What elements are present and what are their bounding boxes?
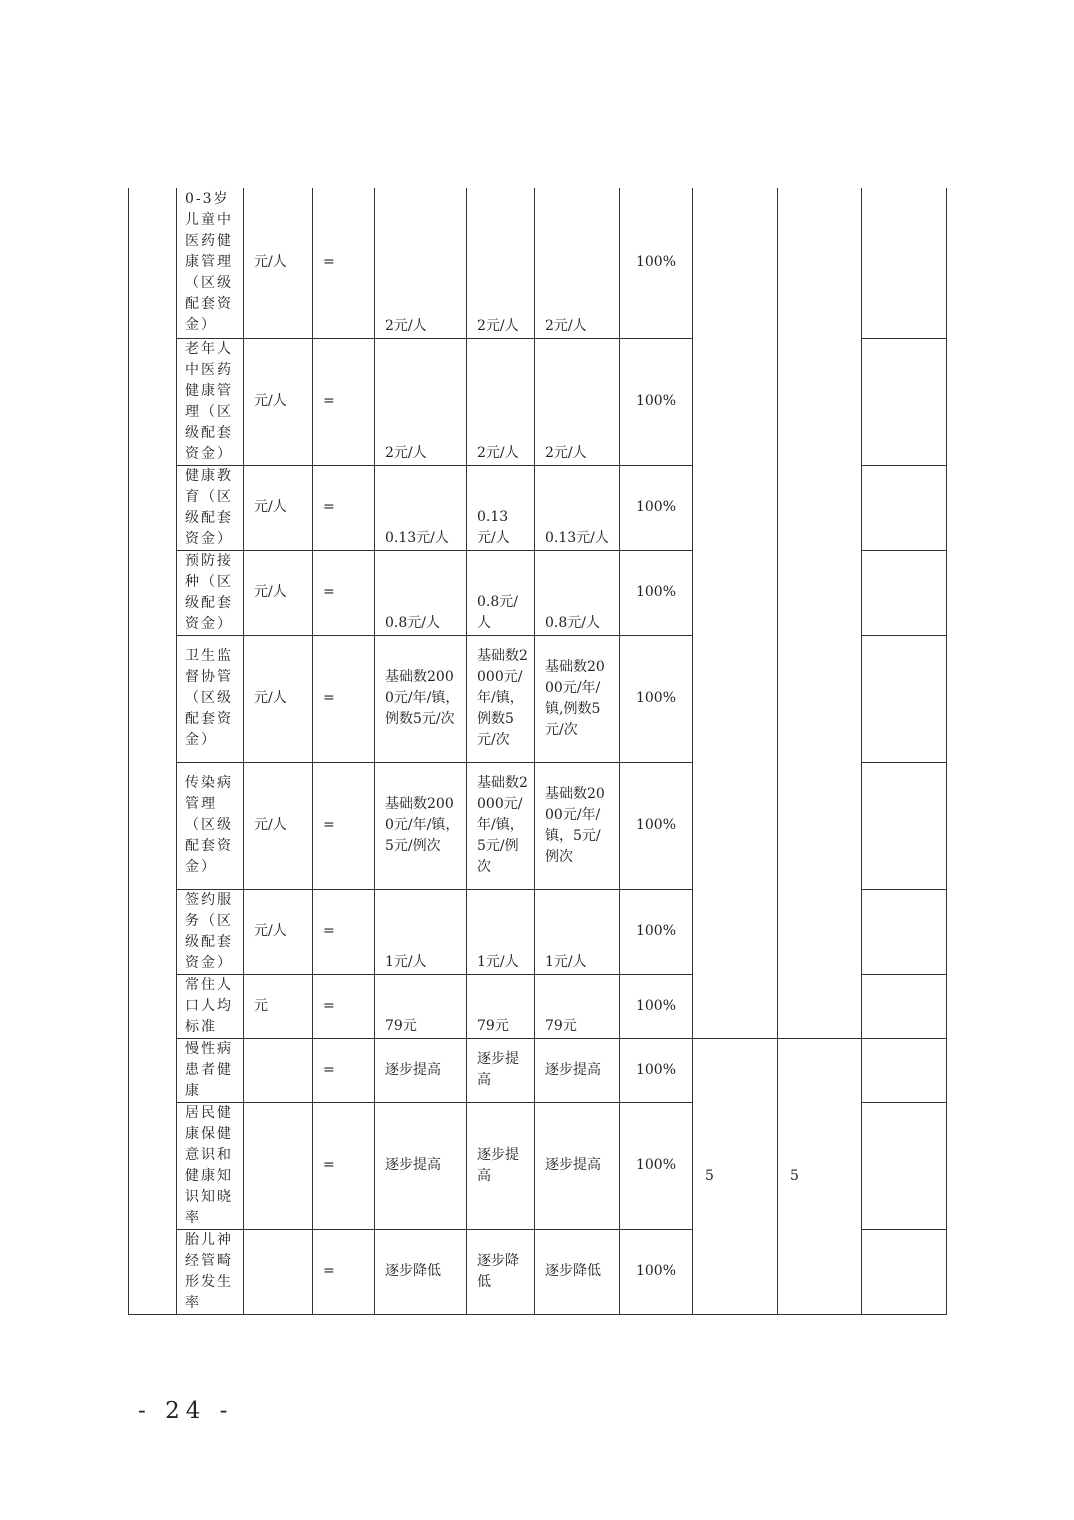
- indicator-table: [128, 188, 947, 1315]
- score-cell: [778, 188, 862, 1038]
- value-cell: 逐步降低: [467, 1229, 535, 1314]
- value-cell: 79元: [375, 974, 467, 1038]
- value-cell: 逐步提高: [375, 1038, 467, 1102]
- value-cell: 0.8元/人: [375, 550, 467, 635]
- indicator-unit: 元/人: [244, 762, 313, 889]
- indicator-operator: =: [313, 635, 375, 762]
- value-cell: 1元/人: [535, 889, 620, 974]
- value-cell: 2元/人: [375, 188, 467, 338]
- indicator-operator: =: [313, 1102, 375, 1229]
- page-number: - 24 -: [138, 1398, 234, 1424]
- indicator-unit: [244, 1102, 313, 1229]
- value-cell: 2元/人: [535, 338, 620, 465]
- group-score: 5: [778, 1038, 862, 1314]
- completion-rate: 100%: [620, 762, 693, 889]
- indicator-operator: =: [313, 889, 375, 974]
- table-row: [129, 188, 947, 338]
- indicator-name: 居民健康保健意识和健康知识知晓率: [177, 1102, 244, 1229]
- value-cell: 2元/人: [375, 338, 467, 465]
- indicator-name: 0-3岁儿童中医药健康管理（区级配套资金）: [177, 188, 244, 338]
- indicator-unit: [244, 1038, 313, 1102]
- indicator-name: 健康教育（区级配套资金）: [177, 465, 244, 550]
- completion-rate: 100%: [620, 1038, 693, 1102]
- remark-cell: [862, 1102, 947, 1229]
- completion-rate: 100%: [620, 635, 693, 762]
- indicator-name: 卫生监督协管（区级配套资金）: [177, 635, 244, 762]
- indicator-operator: =: [313, 188, 375, 338]
- value-cell: 0.8元/人: [467, 550, 535, 635]
- value-cell: 2元/人: [467, 188, 535, 338]
- indicator-operator: =: [313, 338, 375, 465]
- value-cell: 基础数2000元/年/镇，5元/例次: [535, 762, 620, 889]
- value-cell: 1元/人: [375, 889, 467, 974]
- value-cell: 基础数2000元/年/镇，5元/例次: [375, 762, 467, 889]
- completion-rate: 100%: [620, 550, 693, 635]
- remark-cell: [862, 635, 947, 762]
- indicator-operator: =: [313, 1229, 375, 1314]
- indicator-name: 慢性病患者健康: [177, 1038, 244, 1102]
- indicator-name: 胎儿神经管畸形发生率: [177, 1229, 244, 1314]
- value-cell: 逐步提高: [467, 1102, 535, 1229]
- value-cell: 逐步提高: [467, 1038, 535, 1102]
- completion-rate: 100%: [620, 465, 693, 550]
- value-cell: 逐步降低: [375, 1229, 467, 1314]
- indicator-unit: 元/人: [244, 465, 313, 550]
- remark-cell: [862, 762, 947, 889]
- value-cell: 0.13元/人: [467, 465, 535, 550]
- indicator-name: 常住人口人均标准: [177, 974, 244, 1038]
- indicator-unit: 元/人: [244, 338, 313, 465]
- completion-rate: 100%: [620, 188, 693, 338]
- indicator-unit: 元/人: [244, 188, 313, 338]
- value-cell: 0.13元/人: [535, 465, 620, 550]
- value-cell: 基础数2000元/年/镇，5元/例次: [467, 762, 535, 889]
- indicator-operator: =: [313, 1038, 375, 1102]
- value-cell: 2元/人: [467, 338, 535, 465]
- value-cell: 逐步提高: [535, 1038, 620, 1102]
- value-cell: 1元/人: [467, 889, 535, 974]
- indicator-unit: 元/人: [244, 889, 313, 974]
- completion-rate: 100%: [620, 338, 693, 465]
- value-cell: 基础数2000元/年/镇，例数5元/次: [467, 635, 535, 762]
- value-cell: 基础数2000元/年/镇,例数5元/次: [535, 635, 620, 762]
- group-weight: 5: [693, 1038, 778, 1314]
- value-cell: 基础数2000元/年/镇，例数5元/次: [375, 635, 467, 762]
- indicator-unit: [244, 1229, 313, 1314]
- indicator-operator: =: [313, 465, 375, 550]
- remark-cell: [862, 338, 947, 465]
- completion-rate: 100%: [620, 974, 693, 1038]
- value-cell: 2元/人: [535, 188, 620, 338]
- indicator-unit: 元: [244, 974, 313, 1038]
- remark-cell: [862, 974, 947, 1038]
- table-row: [129, 1038, 947, 1102]
- indicator-unit: 元/人: [244, 635, 313, 762]
- value-cell: 0.13元/人: [375, 465, 467, 550]
- value-cell: 0.8元/人: [535, 550, 620, 635]
- remark-cell: [862, 889, 947, 974]
- indicator-unit: 元/人: [244, 550, 313, 635]
- completion-rate: 100%: [620, 1229, 693, 1314]
- remark-cell: [862, 1038, 947, 1102]
- indicator-operator: =: [313, 974, 375, 1038]
- value-cell: 逐步降低: [535, 1229, 620, 1314]
- completion-rate: 100%: [620, 1102, 693, 1229]
- remark-cell: [862, 188, 947, 338]
- indicator-name: 老年人中医药健康管理（区级配套资金）: [177, 338, 244, 465]
- indicator-operator: =: [313, 550, 375, 635]
- first-column-cell: [129, 188, 177, 1314]
- completion-rate: 100%: [620, 889, 693, 974]
- value-cell: 79元: [467, 974, 535, 1038]
- value-cell: 逐步提高: [535, 1102, 620, 1229]
- weight-cell: [693, 188, 778, 1038]
- indicator-name: 传染病管理（区级配套资金）: [177, 762, 244, 889]
- remark-cell: [862, 1229, 947, 1314]
- value-cell: 逐步提高: [375, 1102, 467, 1229]
- remark-cell: [862, 465, 947, 550]
- indicator-name: 预防接种（区级配套资金）: [177, 550, 244, 635]
- indicator-operator: =: [313, 762, 375, 889]
- remark-cell: [862, 550, 947, 635]
- value-cell: 79元: [535, 974, 620, 1038]
- indicator-name: 签约服务（区级配套资金）: [177, 889, 244, 974]
